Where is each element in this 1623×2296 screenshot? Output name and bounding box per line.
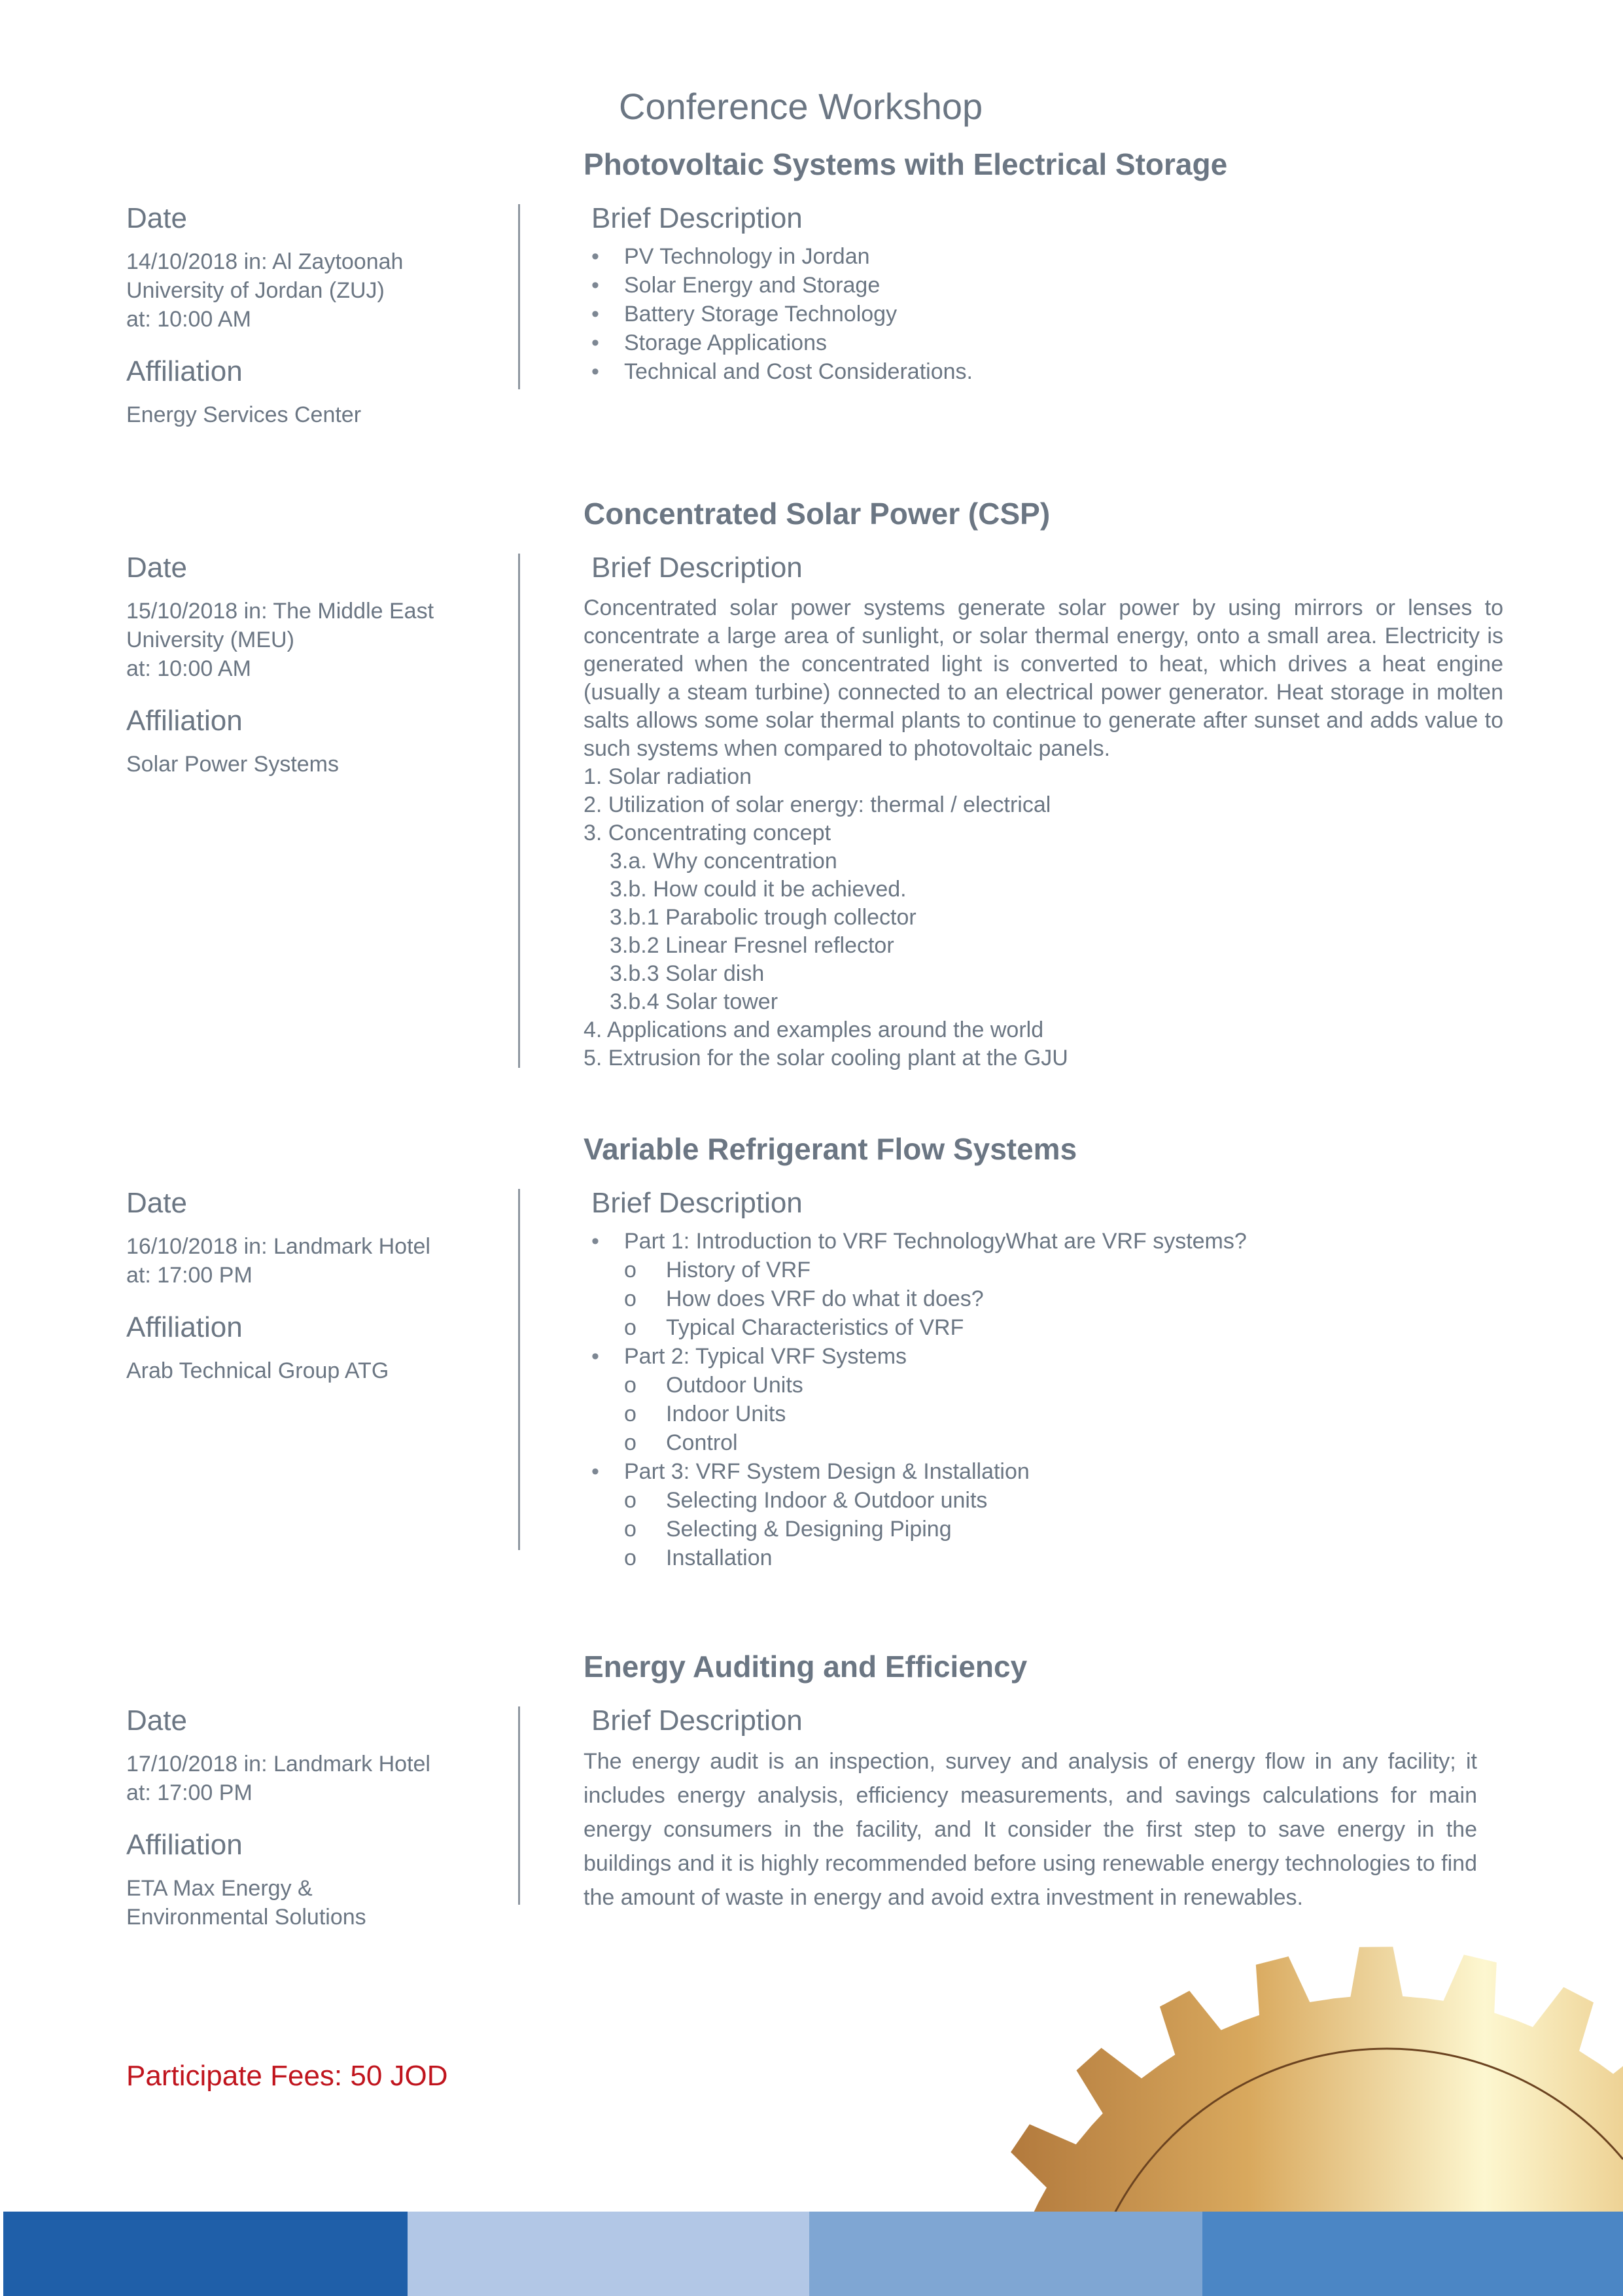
gear-shape bbox=[962, 1947, 1623, 2218]
description-paragraph: The energy audit is an inspection, survey and analysis of energy flow in any facility; it includes energy analysis, efficiency measurements, and savings calculations for main energy consumers in the facility, and It consider the first step to save energy in the buildings and it is highly recommended before using renewable energy technologies to find the amount of waste in energy and avoid extra investment in renewables. bbox=[584, 1749, 1477, 1910]
column-divider bbox=[518, 1706, 520, 1905]
affiliation-label: Affiliation bbox=[126, 1829, 243, 1861]
footer-band-segment-2 bbox=[408, 2212, 809, 2296]
outline-item: 3.b.4 Solar tower bbox=[610, 989, 778, 1014]
list-item: • Part 1: Introduction to VRF TechnologyWhat are VRF systems? bbox=[584, 1227, 1503, 1256]
outline-item: 3.b. How could it be achieved. bbox=[610, 877, 907, 902]
section-title: Concentrated Solar Power (CSP) bbox=[584, 497, 1051, 531]
session-info bbox=[126, 554, 493, 779]
section-title: Energy Auditing and Efficiency bbox=[584, 1650, 1028, 1684]
date-label: Date bbox=[126, 552, 187, 584]
session-info bbox=[126, 1706, 493, 1932]
date-value: 15/10/2018 in: The Middle East University (MEU) at: 10:00 AM bbox=[126, 599, 434, 681]
outline-item: 3.b.1 Parabolic trough collector bbox=[610, 905, 916, 930]
date-label: Date bbox=[126, 1704, 187, 1737]
outline-item: 2. Utilization of solar energy: thermal / electrical bbox=[584, 792, 1051, 817]
affiliation-label: Affiliation bbox=[126, 705, 243, 737]
footer-band-segment-3 bbox=[809, 2212, 1202, 2296]
session-info bbox=[126, 204, 493, 429]
brief-description-label: Brief Description bbox=[591, 202, 803, 234]
column-divider bbox=[518, 554, 520, 1068]
sub-list-item: o Indoor Units bbox=[584, 1400, 1503, 1428]
list-item: • Storage Applications bbox=[584, 328, 1503, 357]
description-paragraph: Concentrated solar power systems generate solar power by using mirrors or lenses to concentrate a large area of sunlight, or solar thermal energy, onto a small area. Electricity is generated when the concentrated light is converted to heat, which drives a heat engine (usually a steam turbine) connected to an electrical power generator. Heat storage in molten salts allows some solar thermal plants to continue to generate after sunset and adds value to such systems when compared to photovoltaic panels. bbox=[584, 595, 1503, 761]
gear-graphic bbox=[962, 1937, 1623, 2218]
list-item: • Part 2: Typical VRF Systems bbox=[584, 1342, 1503, 1371]
brief-description-label: Brief Description bbox=[591, 552, 803, 584]
outline-item: 5. Extrusion for the solar cooling plant at the GJU bbox=[584, 1046, 1068, 1070]
list-item: • Part 3: VRF System Design & Installation bbox=[584, 1457, 1503, 1486]
sub-list-item: o How does VRF do what it does? bbox=[584, 1284, 1503, 1313]
date-label: Date bbox=[126, 202, 187, 234]
footer-band-segment-4 bbox=[1202, 2212, 1623, 2296]
sub-list-item: o Outdoor Units bbox=[584, 1371, 1503, 1400]
sub-list bbox=[584, 1371, 1503, 1457]
description bbox=[584, 1706, 1477, 1915]
topic-outline bbox=[584, 763, 1503, 1072]
column-divider bbox=[518, 204, 520, 389]
bullet-list bbox=[584, 1342, 1503, 1371]
list-item: • Solar Energy and Storage bbox=[584, 271, 1503, 300]
date-label: Date bbox=[126, 1187, 187, 1219]
outline-item: 1. Solar radiation bbox=[584, 764, 752, 789]
session-info bbox=[126, 1189, 493, 1385]
sub-list-item: o History of VRF bbox=[584, 1256, 1503, 1284]
date-value: 17/10/2018 in: Landmark Hotel at: 17:00 PM bbox=[126, 1752, 430, 1805]
list-item: • Battery Storage Technology bbox=[584, 300, 1503, 328]
affiliation-value: Arab Technical Group ATG bbox=[126, 1358, 389, 1383]
brief-description-label: Brief Description bbox=[591, 1704, 803, 1737]
outline-item: 3. Concentrating concept bbox=[584, 821, 831, 845]
date-value: 16/10/2018 in: Landmark Hotel at: 17:00 PM bbox=[126, 1234, 430, 1288]
description bbox=[584, 554, 1503, 1072]
sub-list-item: o Selecting & Designing Piping bbox=[584, 1515, 1503, 1544]
sub-list-item: o Installation bbox=[584, 1544, 1503, 1572]
sub-list-item: o Control bbox=[584, 1428, 1503, 1457]
sub-list bbox=[584, 1256, 1503, 1342]
participation-fees: Participate Fees: 50 JOD bbox=[126, 2060, 448, 2092]
outline-item: 3.b.3 Solar dish bbox=[610, 961, 765, 986]
date-value: 14/10/2018 in: Al Zaytoonah University of Jordan (ZUJ) at: 10:00 AM bbox=[126, 249, 404, 332]
affiliation-value: Solar Power Systems bbox=[126, 752, 339, 777]
sub-list-item: o Selecting Indoor & Outdoor units bbox=[584, 1486, 1503, 1515]
affiliation-value: ETA Max Energy & Environmental Solutions bbox=[126, 1876, 366, 1930]
affiliation-value: Energy Services Center bbox=[126, 402, 362, 427]
list-item: • PV Technology in Jordan bbox=[584, 242, 1503, 271]
description bbox=[584, 1189, 1503, 1572]
sub-list-item: o Typical Characteristics of VRF bbox=[584, 1313, 1503, 1342]
bullet-list bbox=[584, 242, 1503, 386]
footer-band-segment-1 bbox=[3, 2212, 408, 2296]
sub-list bbox=[584, 1486, 1503, 1572]
bullet-list bbox=[584, 1457, 1503, 1486]
affiliation-label: Affiliation bbox=[126, 1311, 243, 1343]
brief-description-label: Brief Description bbox=[591, 1187, 803, 1219]
section-title: Photovoltaic Systems with Electrical Storage bbox=[584, 147, 1228, 181]
outline-item: 4. Applications and examples around the world bbox=[584, 1017, 1044, 1042]
column-divider bbox=[518, 1189, 520, 1550]
section-title: Variable Refrigerant Flow Systems bbox=[584, 1132, 1077, 1166]
affiliation-label: Affiliation bbox=[126, 355, 243, 387]
page-title: Conference Workshop bbox=[619, 86, 983, 127]
bullet-list bbox=[584, 1227, 1503, 1256]
outline-item: 3.b.2 Linear Fresnel reflector bbox=[610, 933, 894, 958]
list-item: • Technical and Cost Considerations. bbox=[584, 357, 1503, 386]
outline-item: 3.a. Why concentration bbox=[610, 849, 837, 874]
description bbox=[584, 204, 1503, 386]
